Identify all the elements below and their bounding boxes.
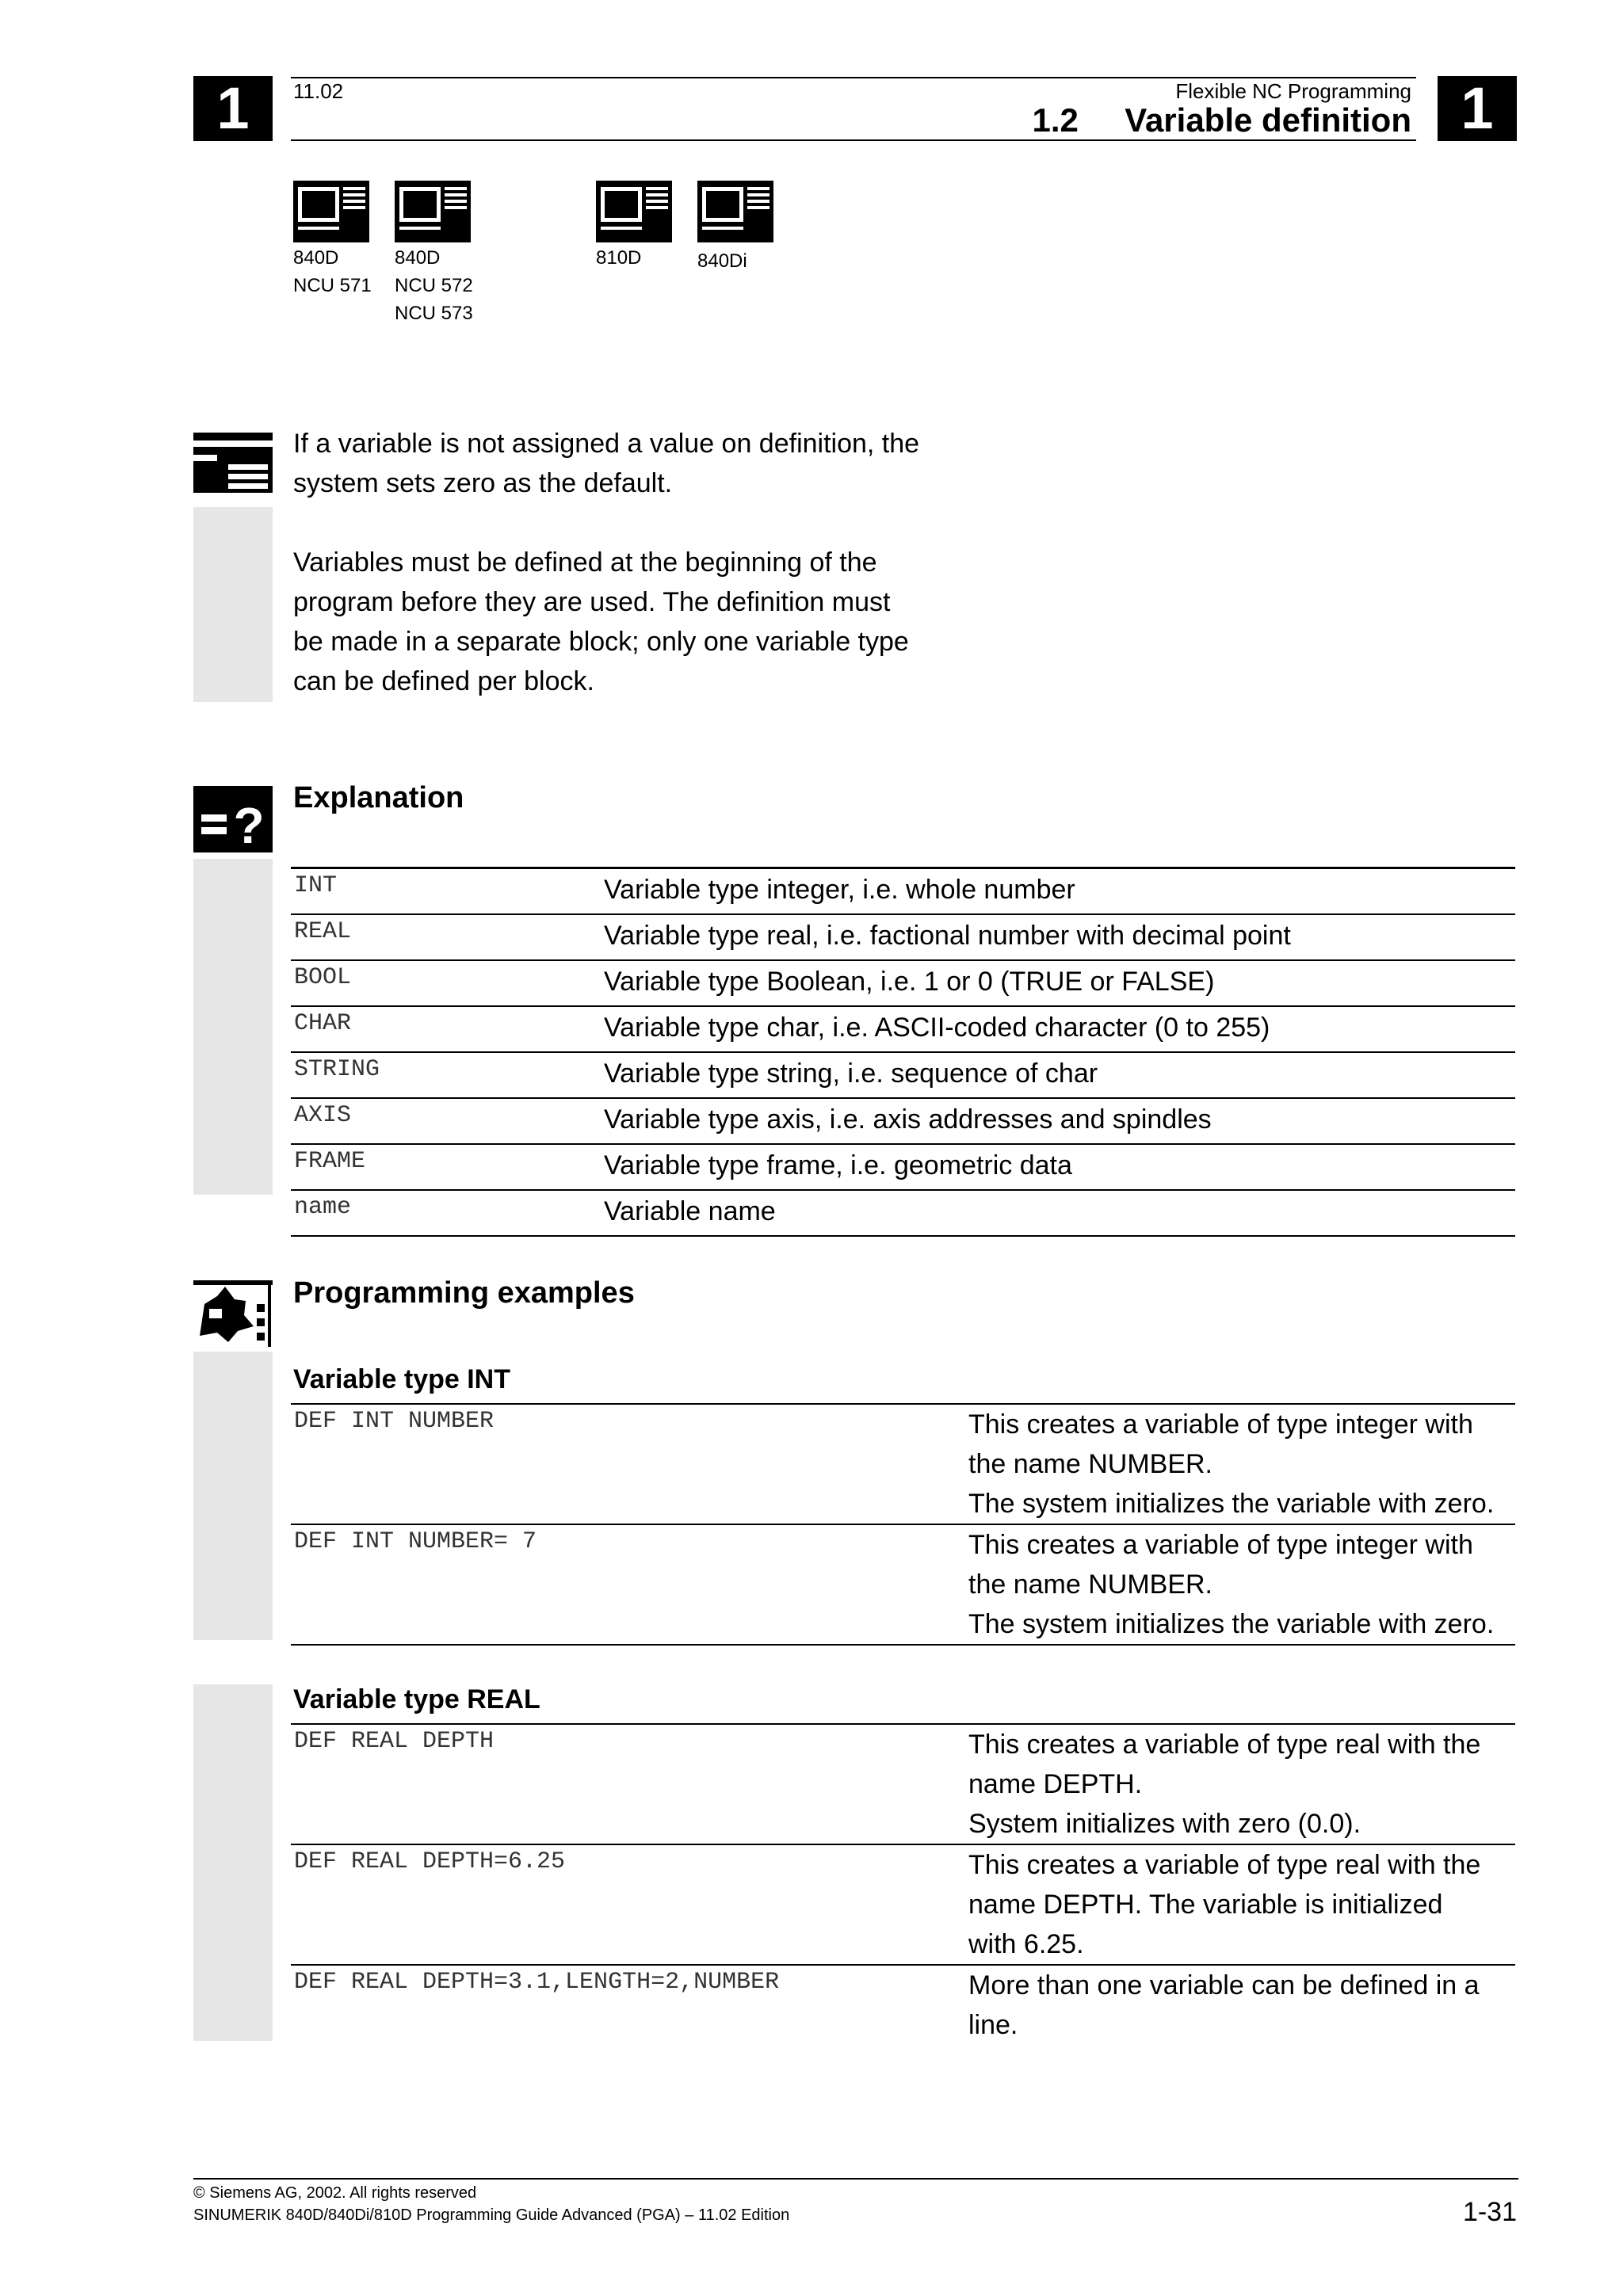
pointing-hand-icon — [193, 433, 273, 501]
header-date: 11.02 — [293, 79, 344, 103]
header-bottom-rule — [291, 139, 1416, 141]
explanation-table — [291, 867, 1515, 1237]
chapter-tab-right: 1 — [1438, 76, 1517, 141]
table-row — [291, 914, 1515, 960]
header-section-title — [1033, 101, 1412, 139]
header-section-group: Flexible NC Programming — [1175, 79, 1411, 103]
control-panel-icon — [697, 181, 773, 242]
programming-examples-heading: Programming examples — [293, 1276, 635, 1310]
variable-type-description: Variable type frame, i.e. geometric data — [601, 1144, 1515, 1190]
real-example-sidebar — [193, 1684, 273, 2041]
code-explanation: More than one variable can be defined in a line. — [968, 1970, 1480, 2040]
code-explanation: This creates a variable of type integer with the name NUMBER. The system initializes the variable with zero. — [965, 1524, 1515, 1645]
int-example-title: Variable type INT — [293, 1364, 510, 1394]
variable-type-term: AXIS — [291, 1098, 601, 1144]
explanation-heading: Explanation — [293, 781, 464, 814]
variable-type-description: Variable type real, i.e. factional number with decimal point — [601, 914, 1515, 960]
note-paragraph-2: Variables must be defined at the beginning of the program before they are used. The definition must be made in a separate block; only one variable type can be defined per block. — [293, 547, 909, 696]
code-line: DEF REAL DEPTH — [291, 1724, 965, 1844]
section-title: Variable definition — [1125, 101, 1411, 139]
control-label-810d: 810D — [596, 247, 642, 269]
variable-type-term: FRAME — [291, 1144, 601, 1190]
real-example-table — [291, 1723, 1515, 2045]
note-sidebar — [193, 507, 273, 702]
real-example-title: Variable type REAL — [293, 1684, 540, 1714]
svg-text:?: ? — [233, 797, 265, 852]
explanation-sidebar — [193, 859, 273, 1195]
int-example-sidebar — [193, 1352, 273, 1640]
variable-type-term: name — [291, 1190, 601, 1236]
control-panel-icon — [395, 181, 471, 242]
variable-type-description: Variable type Boolean, i.e. 1 or 0 (TRUE or FALSE) — [601, 960, 1515, 1006]
footer-rule — [193, 2178, 1518, 2180]
page-number: 1-31 — [1462, 2197, 1517, 2227]
variable-type-description: Variable name — [601, 1190, 1515, 1236]
code-explanation: This creates a variable of type integer with the name NUMBER. The system initializes the variable with zero. — [965, 1404, 1515, 1524]
code-line: DEF REAL DEPTH=6.25 — [291, 1844, 965, 1965]
table-row — [291, 1052, 1515, 1098]
table-row — [291, 1844, 1515, 1965]
variable-type-term: REAL — [291, 914, 601, 960]
code-line: DEF REAL DEPTH=3.1,LENGTH=2,NUMBER — [294, 1969, 780, 1996]
explanation-icon — [193, 786, 273, 852]
variable-type-description: Variable type axis, i.e. axis addresses and spindles — [601, 1098, 1515, 1144]
footer-copyright: © Siemens AG, 2002. All rights reserved — [193, 2184, 477, 2202]
table-row — [291, 1098, 1515, 1144]
table-row — [291, 1965, 1515, 2045]
code-line: DEF INT NUMBER — [291, 1404, 965, 1524]
variable-type-description: Variable type integer, i.e. whole number — [601, 868, 1515, 915]
table-row — [291, 1144, 1515, 1190]
code-explanation: This creates a variable of type real with the name DEPTH. The variable is initialized with 6.25. — [965, 1844, 1515, 1965]
control-label-840di: 840Di — [697, 250, 747, 272]
code-line: DEF INT NUMBER= 7 — [291, 1524, 965, 1645]
table-row — [291, 1724, 1515, 1844]
header-top-rule — [291, 77, 1416, 78]
variable-type-description: Variable type char, i.e. ASCII-coded character (0 to 255) — [601, 1006, 1515, 1052]
variable-type-term: CHAR — [291, 1006, 601, 1052]
footer-document-title: SINUMERIK 840D/840Di/810D Programming Guide Advanced (PGA) – 11.02 Edition — [193, 2206, 790, 2224]
table-row — [291, 1524, 1515, 1645]
note-paragraph-1: If a variable is not assigned a value on definition, the system sets zero as the default. — [293, 429, 920, 498]
variable-type-term: INT — [291, 868, 601, 915]
control-label-840d-571: 840D NCU 571 — [293, 247, 372, 296]
control-panel-icon — [596, 181, 672, 242]
variable-type-term: STRING — [291, 1052, 601, 1098]
section-number: 1.2 — [1032, 101, 1079, 139]
table-row — [291, 1190, 1515, 1236]
table-row — [291, 960, 1515, 1006]
table-row — [291, 868, 1515, 915]
programming-example-icon — [193, 1280, 273, 1347]
control-panel-icon — [293, 181, 369, 242]
variable-type-description: Variable type string, i.e. sequence of char — [601, 1052, 1515, 1098]
code-explanation: This creates a variable of type real with the name DEPTH. System initializes with zero (0.0). — [965, 1724, 1515, 1844]
chapter-tab-left: 1 — [193, 76, 273, 141]
control-label-840d-572: 840D NCU 572 NCU 573 — [395, 247, 473, 324]
table-row — [291, 1006, 1515, 1052]
table-row — [291, 1404, 1515, 1524]
variable-type-term: BOOL — [291, 960, 601, 1006]
int-example-table — [291, 1403, 1515, 1646]
